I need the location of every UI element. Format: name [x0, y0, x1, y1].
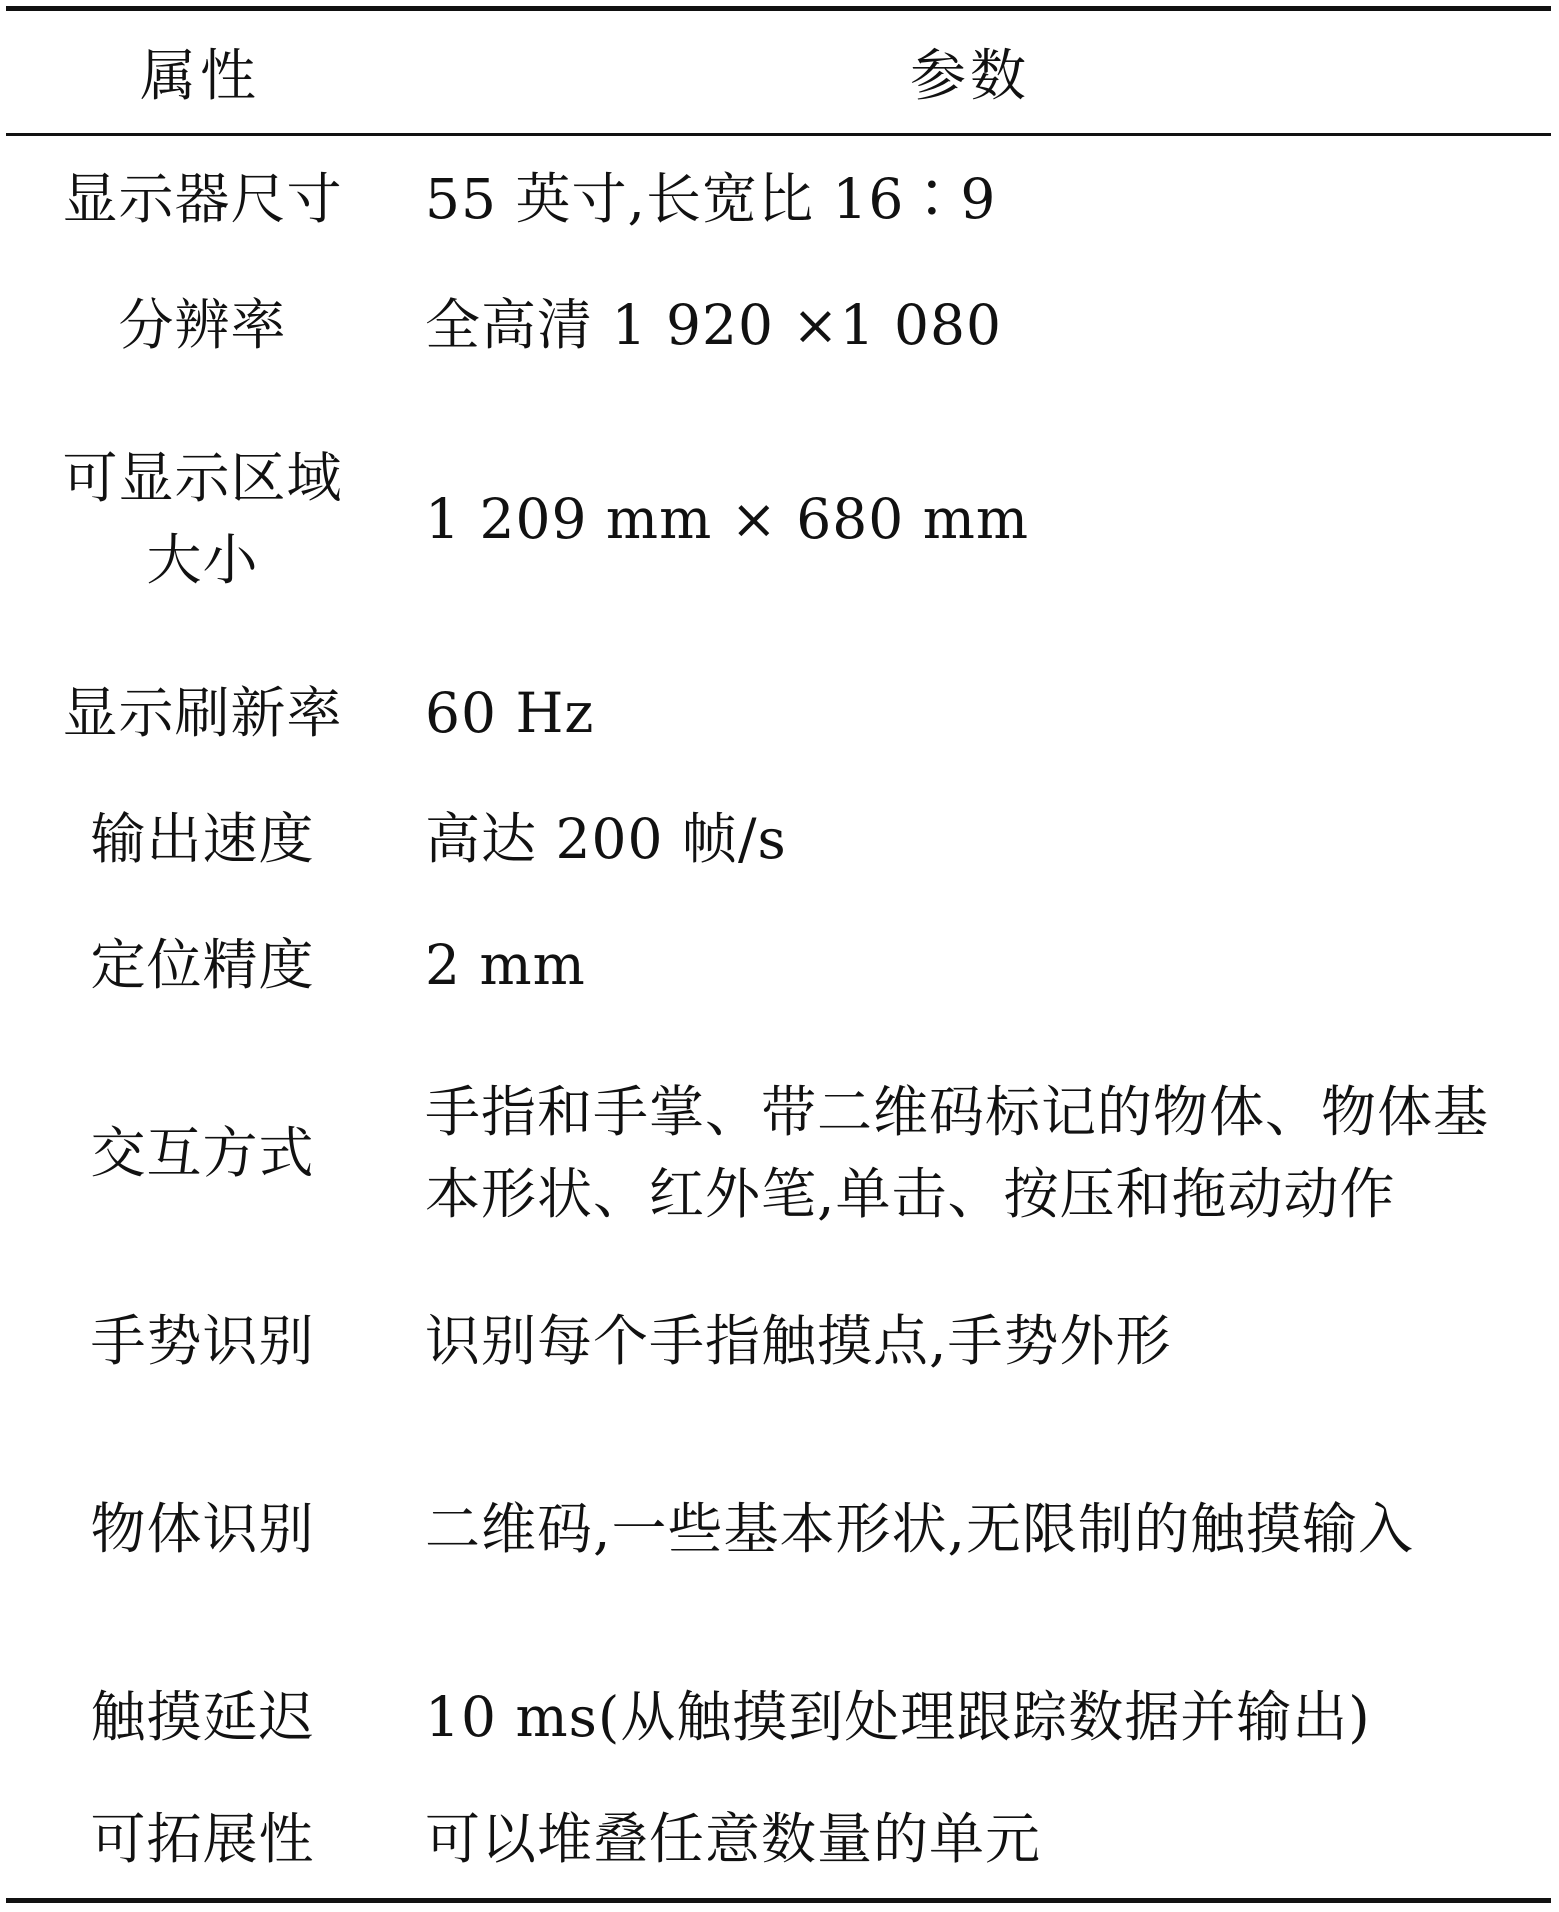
table-row: [0, 1278, 1559, 1404]
table-row: [0, 136, 1559, 262]
parameter-cell: 10 ms(从触摸到处理跟踪数据并输出): [425, 1684, 1371, 1749]
parameter-cell: 1 209 mm × 680 mm: [425, 486, 1030, 551]
header-parameter: 参数: [910, 44, 1030, 109]
parameter-text: 手指和手掌、带二维码标记的物体、物体基本形状、红外笔,单击、按压和拖动动作: [425, 1079, 1490, 1226]
attribute-cell: 分辨率: [118, 292, 287, 357]
table-row: [0, 902, 1559, 1028]
table-row: [0, 262, 1559, 388]
table-row: [0, 650, 1559, 776]
parameter-cell: 2 mm: [425, 932, 586, 997]
parameter-cell: 可以堆叠任意数量的单元: [425, 1806, 1042, 1871]
attribute-cell: 输出速度: [90, 806, 315, 871]
parameter-cell: 55 英寸,长宽比 16∶9: [425, 166, 997, 231]
attribute-cell: [30, 388, 375, 650]
parameter-text: 二维码,一些基本形状,无限制的触摸输入: [425, 1496, 1414, 1561]
parameter-cell: 识别每个手指触摸点,手势外形: [425, 1308, 1172, 1373]
table-row: [0, 776, 1559, 902]
table-row: [0, 1028, 1559, 1278]
table-header: [0, 11, 1559, 133]
table-row: [0, 388, 1559, 650]
attribute-cell: 显示器尺寸: [62, 166, 343, 231]
attribute-cell: 手势识别: [90, 1308, 315, 1373]
attribute-cell: 物体识别: [90, 1496, 315, 1561]
bottom-rule: [6, 1898, 1551, 1903]
attribute-cell: 可拓展性: [90, 1806, 315, 1871]
parameter-cell: 全高清 1 920 ×1 080: [425, 292, 1002, 357]
attribute-cell: 触摸延迟: [90, 1684, 315, 1749]
attribute-cell: 交互方式: [90, 1120, 315, 1185]
attribute-cell: 定位精度: [90, 932, 315, 997]
header-attribute: 属性: [140, 44, 260, 109]
parameter-cell: [425, 1404, 1540, 1654]
attribute-text: 可显示区域大小: [62, 445, 343, 592]
parameter-cell: 60 Hz: [425, 680, 595, 745]
table-row: [0, 1780, 1559, 1898]
attribute-cell: 显示刷新率: [62, 680, 343, 745]
table-row: [0, 1404, 1559, 1654]
table-row: [0, 1654, 1559, 1780]
parameter-cell: [425, 1028, 1540, 1278]
parameter-cell: 高达 200 帧/s: [425, 806, 787, 871]
